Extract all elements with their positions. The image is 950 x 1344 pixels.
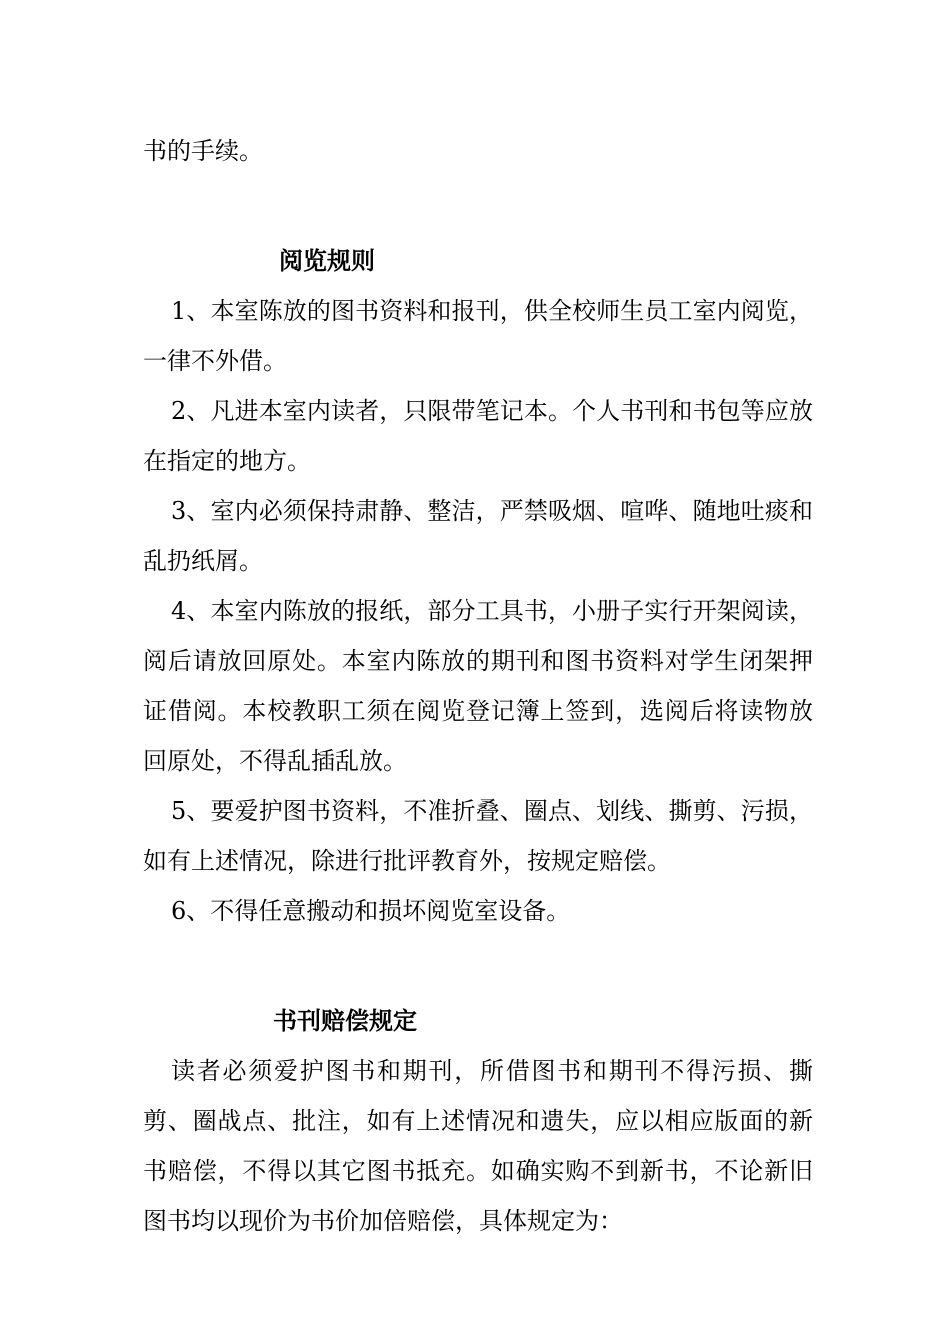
reading-rule-6: 6、不得任意搬动和损坏阅览室设备。 [171, 897, 571, 925]
reading-rule-4: 4、本室内陈放的报纸，部分工具书，小册子实行开架阅读，阅后请放回原处。本室内陈放的期刊和图书资料对学生闭架押证借阅。本校教职工须在阅览登记簿上签到，选阅后将读物放回原处，不得乱插乱放。 [143, 597, 813, 775]
compensation-title: 书刊赔偿规定 [273, 1006, 417, 1035]
reading-rule-1: 1、本室陈放的图书资料和报刊，供全校师生员工室内阅览，一律不外借。 [143, 297, 813, 375]
reading-rules-title: 阅览规则 [279, 246, 375, 275]
reading-rule-3: 3、室内必须保持肃静、整洁，严禁吸烟、喧哗、随地吐痰和乱扔纸屑。 [143, 497, 813, 575]
continuation-text: 书的手续。 [143, 137, 263, 165]
reading-rule-5: 5、要爱护图书资料，不准折叠、圈点、划线、撕剪、污损，如有上述情况，除进行批评教育外，按规定赔偿。 [143, 797, 813, 875]
compensation-paragraph: 读者必须爱护图书和期刊，所借图书和期刊不得污损、撕剪、圈战点、批注，如有上述情况和遗失，应以相应版面的新书赔偿，不得以其它图书抵充。如确实购不到新书，不论新旧图书均以现价为书价加倍赔偿，具体规定为： [143, 1057, 813, 1235]
reading-rule-2: 2、凡进本室内读者，只限带笔记本。个人书刊和书包等应放在指定的地方。 [143, 397, 813, 475]
document-body [143, 126, 813, 1246]
